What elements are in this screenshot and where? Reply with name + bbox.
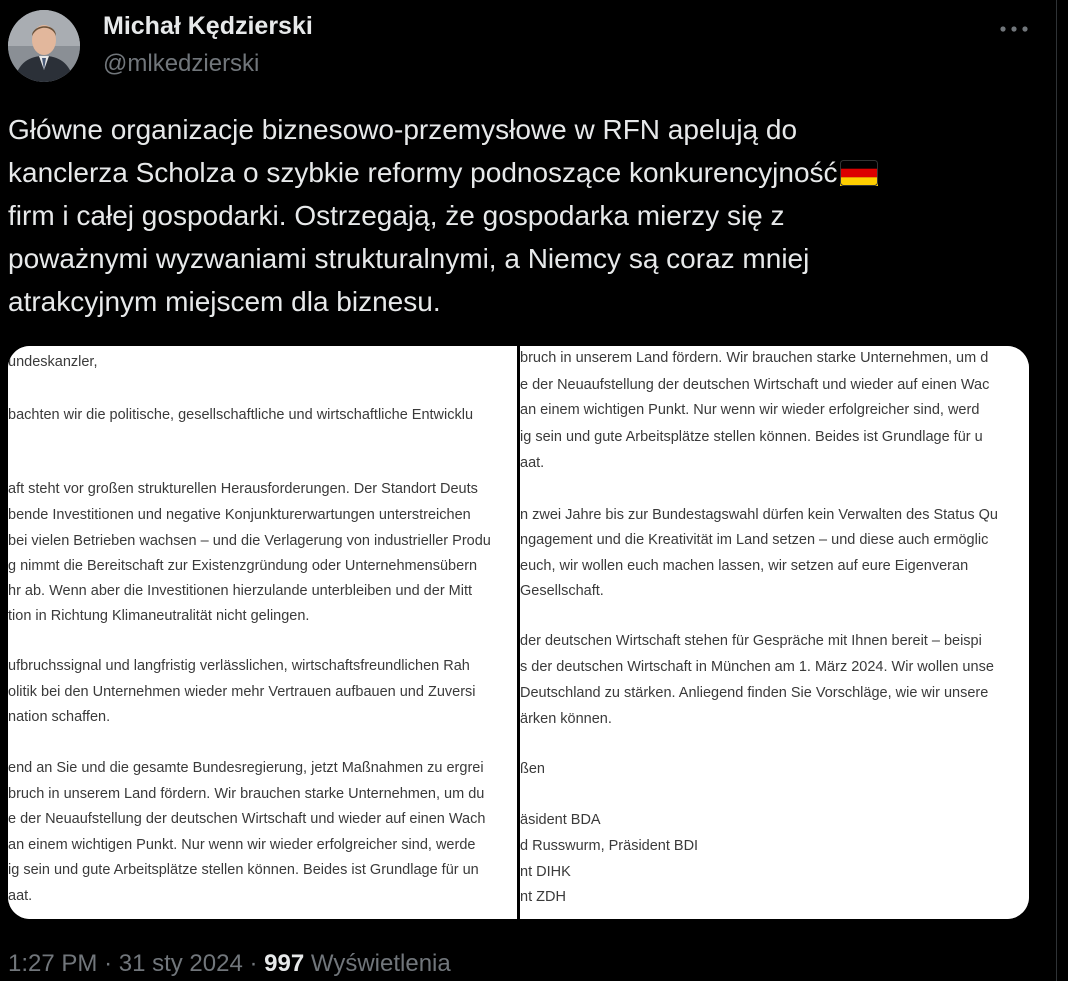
- document-line: an einem wichtigen Punkt. Nur wenn wir wieder erfolgreicher sind, werde: [8, 837, 476, 853]
- document-line: ngagement und die Kreativität im Land setzen – und diese auch ermöglic: [520, 532, 989, 548]
- tweet-text-line: firm i całej gospodarki. Ostrzegają, że gospodarka mierzy się z: [8, 200, 785, 231]
- document-line: s der deutschen Wirtschaft in München am 1. März 2024. Wir wollen unse: [520, 659, 994, 675]
- document-line: an einem wichtigen Punkt. Nur wenn wir wieder erfolgreicher sind, werd: [520, 402, 980, 418]
- tweet-text-line: poważnymi wyzwaniami strukturalnymi, a Niemcy są coraz mniej: [8, 243, 810, 274]
- avatar[interactable]: [8, 10, 80, 82]
- document-page-right: [520, 346, 1029, 919]
- document-line: ufbruchssignal und langfristig verlässlichen, wirtschaftsfreundlichen Rah: [8, 658, 470, 674]
- tweet-text: [8, 108, 1038, 323]
- tweet-time[interactable]: 1:27 PM: [8, 950, 98, 977]
- more-options-button[interactable]: [996, 14, 1032, 44]
- scrollbar[interactable]: [1056, 0, 1057, 981]
- tweet-media-image[interactable]: [8, 346, 1029, 919]
- document-line: bruch in unserem Land fördern. Wir brauchen starke Unternehmen, um d: [520, 350, 989, 366]
- document-line: aat.: [8, 888, 33, 904]
- document-line: ig sein und gute Arbeitsplätze stellen können. Beides ist Grundlage für un: [8, 862, 479, 878]
- document-line: Gesellschaft.: [520, 583, 604, 599]
- document-line: Deutschland zu stärken. Anliegend finden Sie Vorschläge, wie wir unsere: [520, 685, 989, 701]
- document-line: g nimmt die Bereitschaft zur Existenzgründung oder Unternehmensübern: [8, 558, 478, 574]
- tweet-text-line: kanclerza Scholza o szybkie reformy podnoszące konkurencyjność: [8, 157, 838, 188]
- avatar-image: [8, 10, 80, 82]
- document-line: bachten wir die politische, gesellschaftliche und wirtschaftliche Entwicklu: [8, 407, 474, 423]
- author-handle[interactable]: @mlkedzierski: [103, 50, 260, 77]
- document-line: bei vielen Betrieben wachsen – und die Verlagerung von industrieller Produ: [8, 533, 491, 549]
- document-line: äsident BDA: [520, 812, 601, 828]
- document-line: ärken können.: [520, 711, 612, 727]
- meta-separator: ·: [104, 950, 113, 977]
- document-line: nt DIHK: [520, 864, 571, 880]
- document-line: ig sein und gute Arbeitsplätze stellen können. Beides ist Grundlage für u: [520, 429, 983, 445]
- tweet-meta: [8, 950, 451, 978]
- views-label: Wyświetlenia: [310, 950, 451, 977]
- tweet-text-line: atrakcyjnym miejscem dla biznesu.: [8, 286, 441, 317]
- document-line: nation schaffen.: [8, 709, 111, 725]
- tweet-text-line: Główne organizacje biznesowo-przemysłowe w RFN apelują do: [8, 114, 798, 145]
- document-line: euch, wir wollen euch machen lassen, wir setzen auf eure Eigenveran: [520, 558, 969, 574]
- document-line: tion in Richtung Klimaneutralität nicht gelingen.: [8, 608, 310, 624]
- germany-flag-icon: [840, 160, 878, 186]
- document-page-left: [8, 346, 517, 919]
- document-line: aft steht vor großen strukturellen Herausforderungen. Der Standort Deuts: [8, 481, 478, 497]
- document-line: olitik bei den Unternehmen wieder mehr Vertrauen aufbauen und Zuversi: [8, 684, 476, 700]
- document-line: nt ZDH: [520, 889, 566, 905]
- author-name[interactable]: Michał Kędzierski: [103, 12, 313, 40]
- document-line: ßen: [520, 761, 545, 777]
- document-line: d Russwurm, Präsident BDI: [520, 838, 699, 854]
- document-line: end an Sie und die gesamte Bundesregierung, jetzt Maßnahmen zu ergrei: [8, 760, 484, 776]
- tweet-text-line-with-flag: [8, 151, 1038, 194]
- document-line: bende Investitionen und negative Konjunkturerwartungen unterstreichen: [8, 507, 471, 523]
- document-line: aat.: [520, 455, 545, 471]
- document-line: bruch in unserem Land fördern. Wir brauchen starke Unternehmen, um du: [8, 786, 485, 802]
- views-count: 997: [264, 950, 305, 977]
- tweet-date[interactable]: 31 sty 2024: [118, 950, 243, 977]
- document-line: der deutschen Wirtschaft stehen für Gespräche mit Ihnen bereit – beispi: [520, 633, 982, 649]
- document-line: hr ab. Wenn aber die Investitionen hierzulande unterbleiben und der Mitt: [8, 583, 473, 599]
- document-line: undeskanzler,: [8, 354, 98, 370]
- more-icon: [999, 25, 1029, 33]
- meta-separator: ·: [249, 950, 258, 977]
- document-line: e der Neuaufstellung der deutschen Wirtschaft und wieder auf einen Wac: [520, 377, 990, 393]
- document-line: n zwei Jahre bis zur Bundestagswahl dürfen kein Verwalten des Status Qu: [520, 507, 998, 523]
- document-line: e der Neuaufstellung der deutschen Wirtschaft und wieder auf einen Wach: [8, 811, 486, 827]
